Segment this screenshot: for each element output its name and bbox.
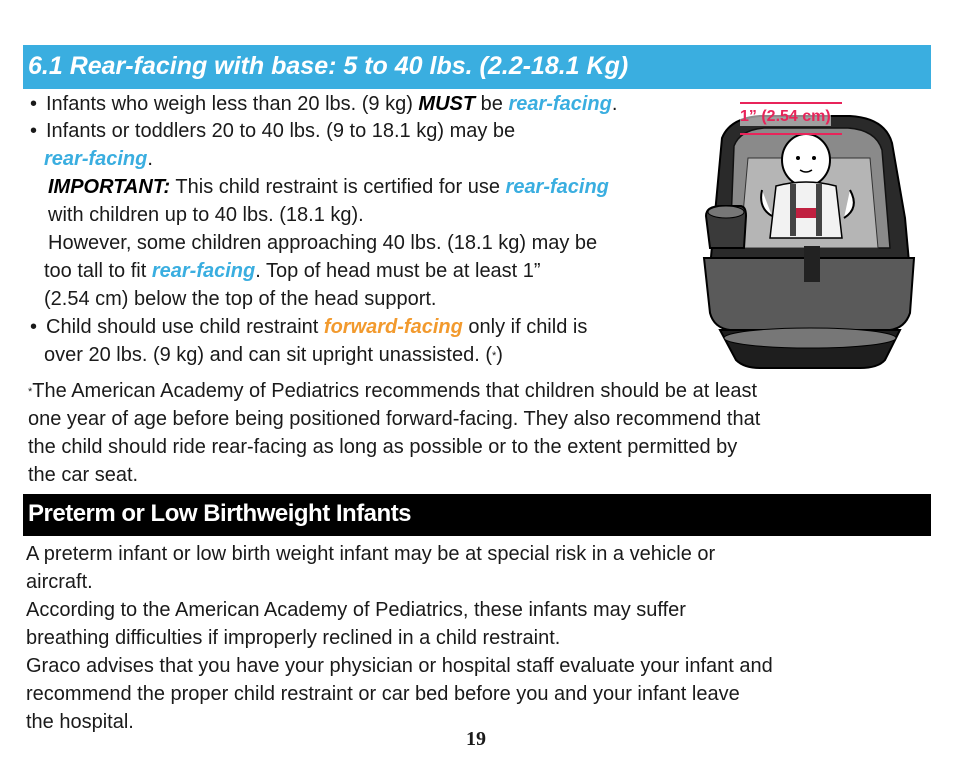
bullet-3-marker: •	[30, 316, 38, 338]
must-emphasis: MUST	[418, 93, 476, 115]
dimension-label: 1” (2.54 cm)	[740, 108, 831, 125]
asterisk-mark: *	[492, 350, 497, 362]
bullet-3-text: Child should use child restraint	[46, 316, 324, 338]
bullet-3-text-end: only if child is	[462, 316, 588, 338]
bullet-3-line-2-text: over 20 lbs. (9 kg) and can sit upright unassisted. (	[44, 344, 493, 366]
preterm-line-2: aircraft.	[26, 571, 93, 593]
bullet-2-marker: •	[30, 120, 38, 142]
important-label: IMPORTANT:	[48, 176, 171, 198]
however-line-3: (2.54 cm) below the top of the head support.	[44, 288, 437, 310]
bullet-3-line-1	[46, 314, 587, 340]
rear-facing-term: rear-facing	[44, 148, 148, 170]
rear-facing-term: rear-facing	[505, 176, 609, 198]
bullet-3-line-2	[44, 342, 503, 369]
bullet-1	[46, 91, 617, 117]
however-line-2	[44, 258, 541, 284]
footnote-line-3: the child should ride rear-facing as long as possible or to the extent permitted by	[28, 436, 738, 458]
preterm-line-1: A preterm infant or low birth weight infant may be at special risk in a vehicle or	[26, 543, 716, 565]
preterm-line-7: the hospital.	[26, 711, 134, 733]
section-heading-bar	[23, 45, 931, 89]
forward-facing-term: forward-facing	[323, 316, 463, 338]
bullet-3-close: )	[496, 344, 503, 366]
important-line-1	[48, 174, 609, 200]
bullet-1-marker: •	[30, 93, 38, 115]
however-text-end: . Top of head must be at least 1”	[255, 260, 541, 282]
footnote-line-1	[28, 378, 757, 405]
bullet-1-end: .	[611, 93, 618, 115]
however-line-1: However, some children approaching 40 lbs. (18.1 kg) may be	[48, 232, 598, 254]
section-heading: 6.1 Rear-facing with base: 5 to 40 lbs. (2.2-18.1 Kg)	[28, 52, 629, 80]
preterm-heading: Preterm or Low Birthweight Infants	[28, 500, 412, 527]
page-number: 19	[466, 728, 486, 750]
footnote-line-4: the car seat.	[28, 464, 139, 486]
rear-facing-term: rear-facing	[151, 260, 256, 282]
important-text: This child restraint is certified for use	[170, 176, 506, 198]
bullet-1-text: Infants who weigh less than 20 lbs. (9 kg)	[46, 93, 419, 115]
bullet-2-line-1: Infants or toddlers 20 to 40 lbs. (9 to 18.1 kg) may be	[46, 120, 516, 142]
bullet-1-mid: be	[475, 93, 509, 115]
preterm-line-5: Graco advises that you have your physician or hospital staff evaluate your infant and	[26, 655, 773, 677]
preterm-heading-bar	[23, 494, 931, 536]
preterm-line-3: According to the American Academy of Pediatrics, these infants may suffer	[26, 599, 686, 621]
footnote-text: The American Academy of Pediatrics recommends that children should be at least	[32, 380, 758, 402]
bullet-2-end: .	[147, 148, 153, 170]
footnote-asterisk: *	[28, 386, 33, 398]
car-seat-illustration	[700, 98, 922, 370]
important-line-2: with children up to 40 lbs. (18.1 kg).	[48, 204, 364, 226]
preterm-line-6: recommend the proper child restraint or car bed before you and your infant leave	[26, 683, 740, 705]
footnote-line-2: one year of age before being positioned forward-facing. They also recommend that	[28, 408, 761, 430]
car-seat-drawing	[700, 98, 922, 370]
however-text: too tall to fit	[44, 260, 152, 282]
rear-facing-term: rear-facing	[508, 93, 612, 115]
bullet-2-line-2	[44, 146, 153, 172]
preterm-line-4: breathing difficulties if improperly reclined in a child restraint.	[26, 627, 561, 649]
